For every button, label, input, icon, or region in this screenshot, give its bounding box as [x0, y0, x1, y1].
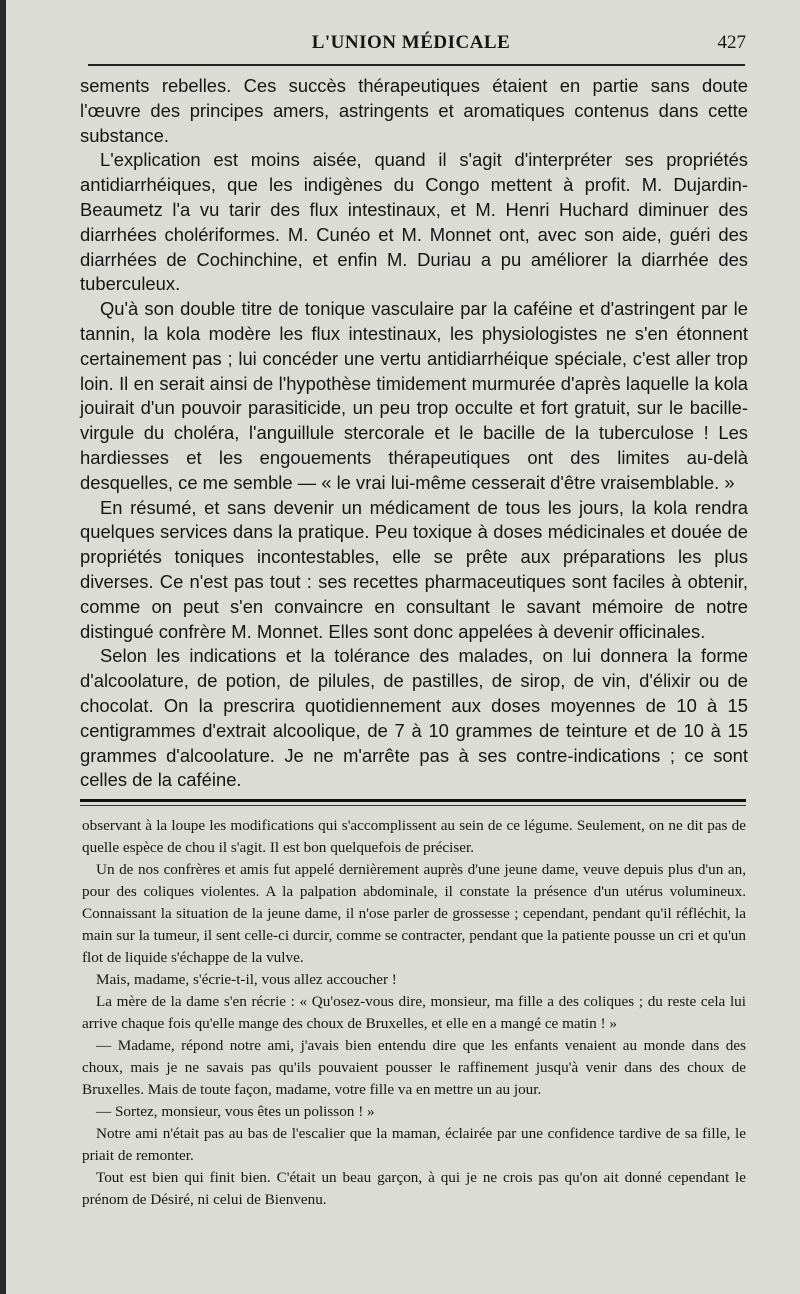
footnote-text [82, 815, 746, 1211]
footnote-paragraph: — Sortez, monsieur, vous êtes un polisson ! » [96, 1103, 375, 1120]
footnote-paragraph: Mais, madame, s'écrie-t-il, vous allez accoucher ! [96, 971, 397, 988]
running-title: L'UNION MÉDICALE [311, 32, 511, 53]
footnote-paragraph: La mère de la dame s'en récrie : « Qu'osez-vous dire, monsieur, ma fille a des coliques ; du reste cela lui arrive chaque fois qu'elle mange des choux de Bruxelles, et elle en a mangé ce matin ! » [82, 993, 746, 1032]
main-paragraph: En résumé, et sans devenir un médicament de tous les jours, la kola rendra quelques services dans la pratique. Peu toxique à doses médicinales et douée de propriétés toniques incontestables, elle se prête aux préparations les plus diverses. Ce n'est pas tout : ses recettes pharmaceutiques sont faciles à obtenir, comme on peut s'en convaincre en consultant le savant mémoire de notre distingué confrère M. Monnet. Elles sont donc appelées à devenir officinales. [80, 496, 748, 642]
main-text [80, 74, 748, 793]
header-rule [88, 64, 745, 66]
page-number: 427 [717, 32, 746, 53]
footnote-rule-thin [80, 805, 746, 806]
main-paragraph: L'explication est moins aisée, quand il s'agit d'interpréter ses propriétés antidiarrhéiques, que les indigènes du Congo mettent à profit. M. Dujardin-Beaumetz l'a vu tarir des flux intestinaux, et M. Henri Huchard diminuer des diarrhées cholériformes. M. Cunéo et M. Monnet ont, avec son aide, guéri des diarrhées de Cochinchine, et enfin M. Duriau a pu améliorer la diarrhée des tuberculeux. [80, 149, 748, 295]
footnote-rule [80, 799, 746, 802]
main-paragraph: sements rebelles. Ces succès thérapeutiques étaient en partie sans doute l'œuvre des principes amers, astringents et aromatiques contenus dans cette substance. [80, 75, 748, 146]
main-paragraph: Qu'à son double titre de tonique vasculaire par la caféine et d'astringent par le tannin, la kola modère les flux intestinaux, les physiologistes ne s'en étonnent certainement pas ; lui concéder une vertu antidiarrhéique spéciale, c'est aller trop loin. Il en serait ainsi de l'hypothèse timidement murmurée d'après laquelle la kola jouirait d'un pouvoir parasiticide, un peu trop occulte et fort gratuit, sur le bacille-virgule du choléra, l'anguillule stercorale et le bacille de la tuberculose ! Les hardiesses et les engouements thérapeutiques ont des limites au-delà desquelles, ce me semble — « le vrai lui-même cesserait d'être vraisemblable. » [80, 298, 748, 493]
footnote-paragraph: Tout est bien qui finit bien. C'était un beau garçon, à qui je ne crois pas qu'on ait donné cependant le prénom de Désiré, ni celui de Bienvenu. [82, 1169, 746, 1208]
footnote-paragraph: observant à la loupe les modifications qui s'accomplissent au sein de ce légume. Seulement, on ne dit pas de quelle espèce de chou il s'agit. Il est bon quelquefois de préciser. [82, 817, 746, 856]
main-paragraph: Selon les indications et la tolérance des malades, on lui donnera la forme d'alcoolature, de potion, de pilules, de pastilles, de sirop, de vin, d'élixir ou de chocolat. On la prescrira quotidiennement aux doses moyennes de 10 à 15 centigrammes d'extrait alcoolique, de 7 à 10 grammes de teinture et de 10 à 15 grammes d'alcoolature. Je ne m'arrête pas à ses contre-indications ; ce sont celles de la caféine. [80, 645, 748, 791]
footnote-paragraph: — Madame, répond notre ami, j'avais bien entendu dire que les enfants venaient au monde dans des choux, mais je ne savais pas qu'ils pouvaient pousser le raffinement jusqu'à venir dans des choux de Bruxelles. Mais de toute façon, madame, votre fille va en mettre un au jour. [82, 1037, 746, 1098]
footnote-paragraph: Un de nos confrères et amis fut appelé dernièrement auprès d'une jeune dame, veuve depuis plus d'un an, pour des coliques violentes. A la palpation abdominale, il constate la présence d'un utérus volumineux. Connaissant la situation de la jeune dame, il n'ose parler de grossesse ; cependant, pendant qu'il réfléchit, la main sur la tumeur, il sent celle-ci durcir, comme se contracter, pendant que la patiente pousse un cri et qu'un flot de liquide s'échappe de la vulve. [82, 861, 746, 966]
footnote-paragraph: Notre ami n'était pas au bas de l'escalier que la maman, éclairée par une confidence tardive de sa fille, le priait de remonter. [82, 1125, 746, 1164]
page-header [76, 32, 746, 60]
book-page [6, 0, 800, 1294]
